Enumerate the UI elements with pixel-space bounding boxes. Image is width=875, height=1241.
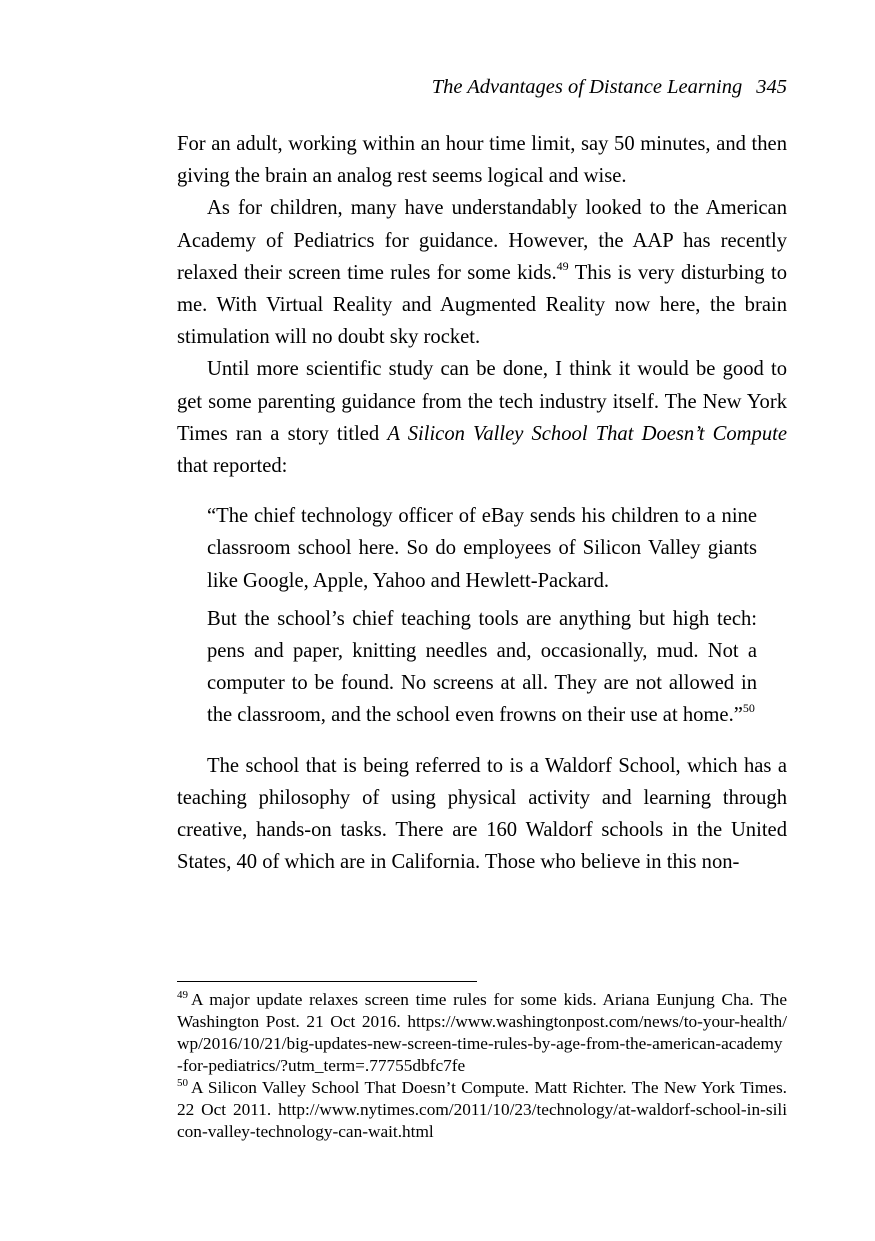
paragraph-2-text-b: This is very disturbing to me. With Virtual Reality and Augmented Reality now here, the brain stimulation will no doubt sky rocket. bbox=[177, 261, 787, 349]
paragraph-1: For an adult, working within an hour time limit, say 50 minutes, and then giving the brain an analog rest seems logical and wise. bbox=[177, 133, 787, 188]
footnote-ref-50[interactable]: 50 bbox=[742, 701, 755, 716]
footnote-number: 49 bbox=[177, 989, 188, 1001]
quote-paragraph-1: “The chief technology officer of eBay sends his children to a nine classroom school here. So do employees of Silicon Valley giants like Google, Apple, Yahoo and Hewlett-Packard. bbox=[207, 505, 757, 592]
paragraph-4: The school that is being referred to is a Waldorf School, which has a teaching philosophy of using physical activity and learning through creative, hands-on tasks. There are 160 Waldorf schools in the United States, 40 of which are in California. Those who believe in this non- bbox=[177, 754, 787, 874]
footnote-link[interactable]: http://www.nytimes.com/2011/10/23/technology/at-waldorf-school-in-silicon-valley-technology-can-wait.html bbox=[177, 1100, 787, 1141]
quote-paragraph-2 bbox=[207, 603, 757, 732]
footnote-text: A Silicon Valley School That Doesn’t Compute. Matt Richter. The New York Times. 22 Oct 2011. bbox=[177, 1078, 787, 1119]
running-title: The Advantages of Distance Learning bbox=[431, 76, 743, 98]
footnote-text: A major update relaxes screen time rules for some kids. Ariana Eunjung Cha. The Washington Post. 21 Oct 2016. bbox=[177, 990, 787, 1031]
paragraph-2 bbox=[177, 192, 787, 353]
quote-paragraph-2-text: But the school’s chief teaching tools are anything but high tech: pens and paper, knitting needles and, occasionally, mud. Not a computer to be found. No screens at all. They are not allowed in the classroom, and the school even frowns on their use at home.” bbox=[207, 607, 757, 727]
article-title: A Silicon Valley School That Doesn’t Compute bbox=[387, 422, 787, 445]
block-quote bbox=[207, 500, 757, 731]
footnote-ref-49[interactable]: 49 bbox=[556, 258, 569, 273]
running-header bbox=[177, 74, 787, 100]
footnote-link[interactable]: https://www.washingtonpost.com/news/to-your-health/wp/2016/10/21/big-updates-new-screen-time-rules-by-age-from-the-american-academy-for-pediatrics/?utm_term=.77755dbfc7fe bbox=[177, 1012, 787, 1075]
footnote-50 bbox=[177, 1077, 787, 1143]
footnote-49 bbox=[177, 989, 787, 1077]
footnote-number: 50 bbox=[177, 1077, 188, 1089]
paragraph-3-text-b: that reported: bbox=[177, 455, 288, 478]
page-number: 345 bbox=[756, 76, 787, 98]
main-text bbox=[177, 128, 787, 878]
paragraph-2-text-a: As for children, many have understandably looked to the American Academy of Pediatrics for guidance. However, the AAP has recently relaxed their screen time rules for some kids. bbox=[177, 197, 787, 284]
paragraph-3 bbox=[177, 353, 787, 482]
footnotes bbox=[177, 989, 787, 1143]
footnote-divider bbox=[177, 981, 477, 982]
paragraph-3-text-a: Until more scientific study can be done, I think it would be good to get some parenting guidance from the tech industry itself. The New York Times ran a story titled bbox=[177, 358, 787, 445]
